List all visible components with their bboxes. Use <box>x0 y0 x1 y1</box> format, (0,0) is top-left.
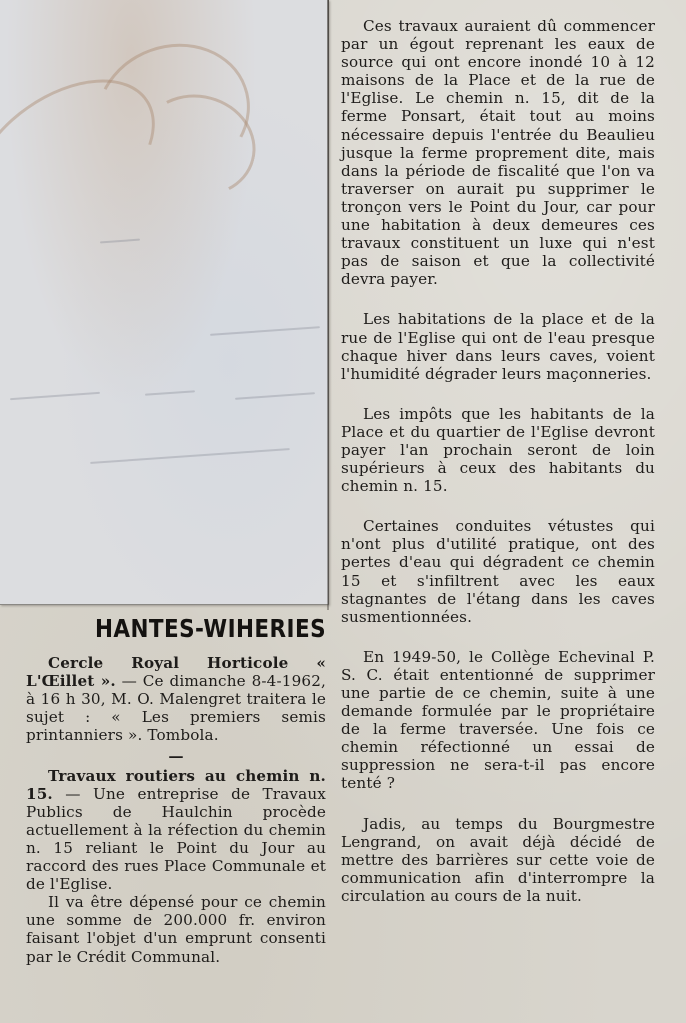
paragraph-travaux: Ces travaux auraient dû commencer par un égout reprenant les eaux de source qui ont encore inondé 10 à 12 maisons de la Place et de la rue de l'Eglise. Le chemin n. 15, dit de la ferme Ponsart, était tout au moins nécessaire depuis l'entrée du Beaulieu jusque la ferme proprement dite, mais dans la période de fiscalité que l'on va traverser on aurait pu supprimer le tronçon vers le Point du Jour, car pour une habitation à deux demeures ces travaux constituent un luxe qui n'est pas de saison et que la collectivité devra payer. <box>341 17 655 289</box>
handwriting-bleed <box>210 326 320 336</box>
right-article-column <box>341 17 655 905</box>
left-article-column <box>26 614 326 966</box>
sheet-edge-shadow <box>327 0 329 610</box>
article-body: — Une entreprise de Travaux Publics de Haulchin procède actuellement à la réfection du chemin n. 15 reliant le Point du Jour au raccord des rues Place Communale et de l'Eglise. <box>26 784 326 894</box>
paragraph-college: En 1949-50, le Collège Echevinal P. S. C. était ententionné de supprimer une partie de ce chemin, suite à une demande formulée par le propriétaire de la ferme traversée. Une fois ce chemin réfectionné un essai de suppression ne sera-t-il pas encore tenté ? <box>341 647 655 793</box>
article-lead: Cercle Royal Horticole « L'Œillet ». <box>26 654 326 691</box>
handwriting-bleed <box>145 390 195 395</box>
overlay-paper-sheet <box>0 0 329 605</box>
headline-hantes-wiheries: HANTES-WIHERIES <box>94 614 326 643</box>
handwriting-bleed <box>235 392 315 400</box>
paragraph-habitations: Les habitations de la place et de la rue de l'Eglise qui ont de l'eau presque chaque hiver dans leurs caves, voient l'humidité dégrader leurs maçonneries. <box>341 310 655 383</box>
paragraph-depense: Il va être dépensé pour ce chemin une somme de 200.000 fr. environ faisant l'objet d'un emprunt consenti par le Crédit Communal. <box>26 893 326 966</box>
paragraph-impots: Les impôts que les habitants de la Place et du quartier de l'Eglise devront payer l'an prochain seront de loin supérieurs à ceux des habitants du chemin n. 15. <box>341 404 655 496</box>
handwriting-bleed <box>90 448 290 464</box>
article-lead: Travaux routiers au chemin n. 15. <box>26 766 326 803</box>
paragraph-jadis: Jadis, au temps du Bourgmestre Lengrand, on avait déjà décidé de mettre des barrières sur cette voie de communication afin d'interrompre la circulation au cours de la nuit. <box>341 814 655 905</box>
article-travaux-routiers <box>26 767 326 894</box>
paragraph-conduites: Certaines conduites vétustes qui n'ont plus d'utilité pratique, ont des pertes d'eau qui dégradent ce chemin 15 et s'infiltrent avec les eaux stagnantes de l'étang dans les caves susmentionnées. <box>341 517 655 626</box>
article-cercle-horticole <box>26 654 326 744</box>
handwriting-bleed <box>100 239 140 244</box>
handwriting-bleed <box>10 392 100 400</box>
article-body: — Ce dimanche 8-4-1962, à 16 h 30, M. O. Malengret traitera le sujet : « Les premiers semis printanniers ». Tombola. <box>26 672 326 745</box>
article-separator: — <box>168 746 184 765</box>
